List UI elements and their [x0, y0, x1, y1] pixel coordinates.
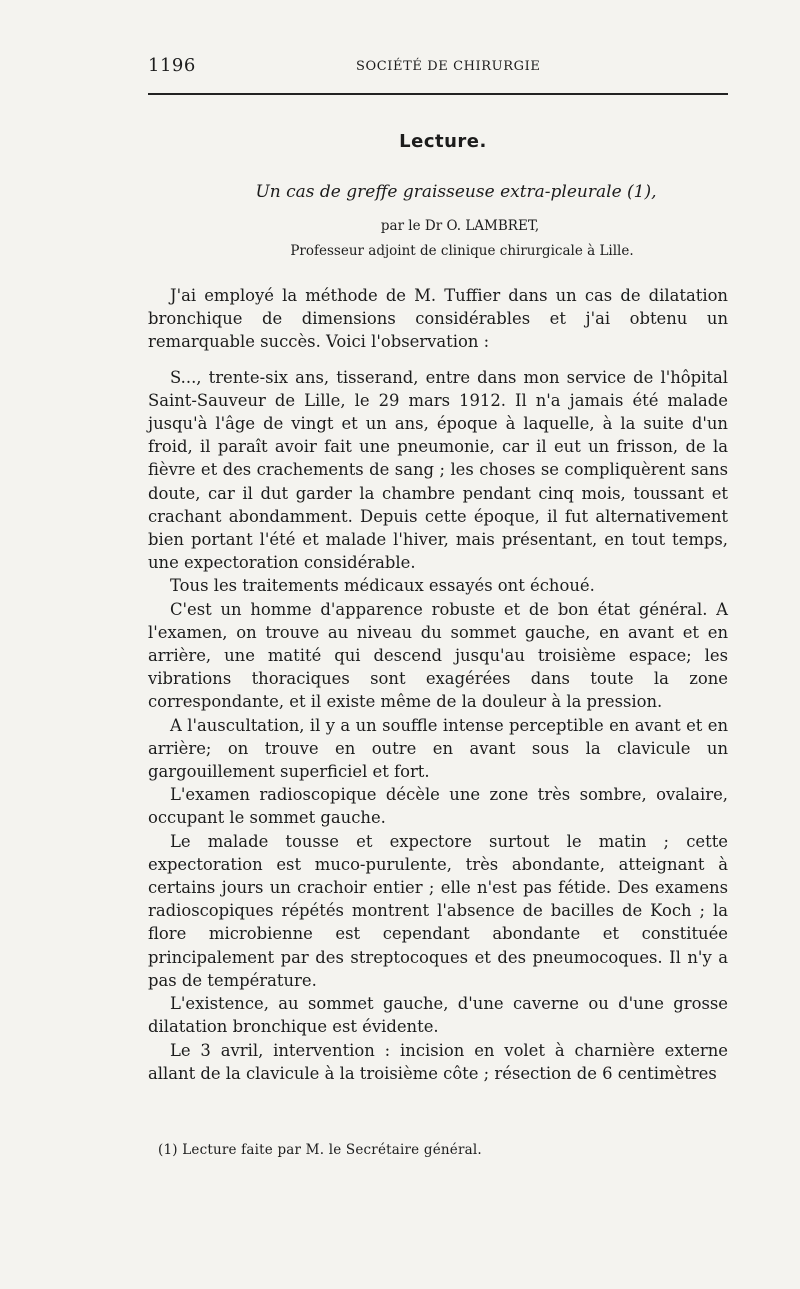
author-affiliation: Professeur adjoint de clinique chirurgicale à Lille.	[290, 243, 634, 259]
paragraph: L'existence, au sommet gauche, d'une caverne ou d'une grosse dilatation bronchique est évidente.	[148, 994, 728, 1037]
paragraph: J'ai employé la méthode de M. Tuffier dans un cas de dilatation bronchique de dimensions considérables et j'ai obtenu un remarquable succès. Voici l'observation :	[148, 286, 728, 352]
page-number: 1196	[148, 55, 196, 76]
paragraph: A l'auscultation, il y a un souffle intense perceptible en avant et en arrière; on trouve en outre en avant sous la clavicule un gargouillement superficiel et fort.	[148, 715, 728, 782]
header-rule	[148, 93, 728, 95]
paragraph: Le malade tousse et expectore surtout le matin ; cette expectoration est muco-purulente, très abondante, atteignant à certains jours un crachoir entier ; elle n'est pas fétide. Des examens radioscopiques répétés montrent l'absence de bacilles de Koch ; la flore microbienne est cependant abondante et constituée principalement par des streptocoques et des pneumocoques. Il n'y a pas de température.	[148, 831, 728, 990]
section-title: Lecture.	[399, 131, 487, 152]
paragraph: L'examen radioscopique décèle une zone très sombre, ovalaire, occupant le sommet gauche.	[148, 785, 728, 828]
footnote: (1) Lecture faite par M. le Secrétaire général.	[158, 1142, 482, 1158]
paragraph: S..., trente-six ans, tisserand, entre dans mon service de l'hôpital Saint-Sauveur de Lille, le 29 mars 1912. Il n'a jamais été malade jusqu'à l'âge de vingt et un ans, époque à laquelle, à la suite d'un froid, il paraît avoir fait une pneumonie, car il eut un frisson, de la fièvre et des crachements de sang ; les choses se compliquèrent sans doute, car il dut garder la chambre pendant cinq mois, toussant et crachant abondamment. Depuis cette époque, il fut alternativement bien portant l'été et malade l'hiver, mais présentant, en tout temps, une expectoration considérable.	[148, 367, 728, 573]
paragraph: Le 3 avril, intervention : incision en volet à charnière externe allant de la clavicule à la troisième côte ; résection de 6 centimètres	[148, 1040, 728, 1083]
body-text	[148, 284, 728, 1085]
paragraph: C'est un homme d'apparence robuste et de bon état général. A l'examen, on trouve au niveau du sommet gauche, en avant et en arrière, une matité qui descend jusqu'au troisième espace; les vibrations thoraciques sont exagérées dans toute la zone correspondante, et il existe même de la douleur à la pression.	[148, 599, 728, 712]
article-byline: par le Dr O. LAMBRET,	[380, 218, 540, 234]
paragraph: Tous les traitements médicaux essayés ont échoué.	[170, 576, 595, 596]
page-header	[148, 55, 728, 85]
article-title: Un cas de greffe graisseuse extra-pleurale (1),	[255, 182, 657, 202]
running-head: SOCIÉTÉ DE CHIRURGIE	[356, 59, 541, 74]
